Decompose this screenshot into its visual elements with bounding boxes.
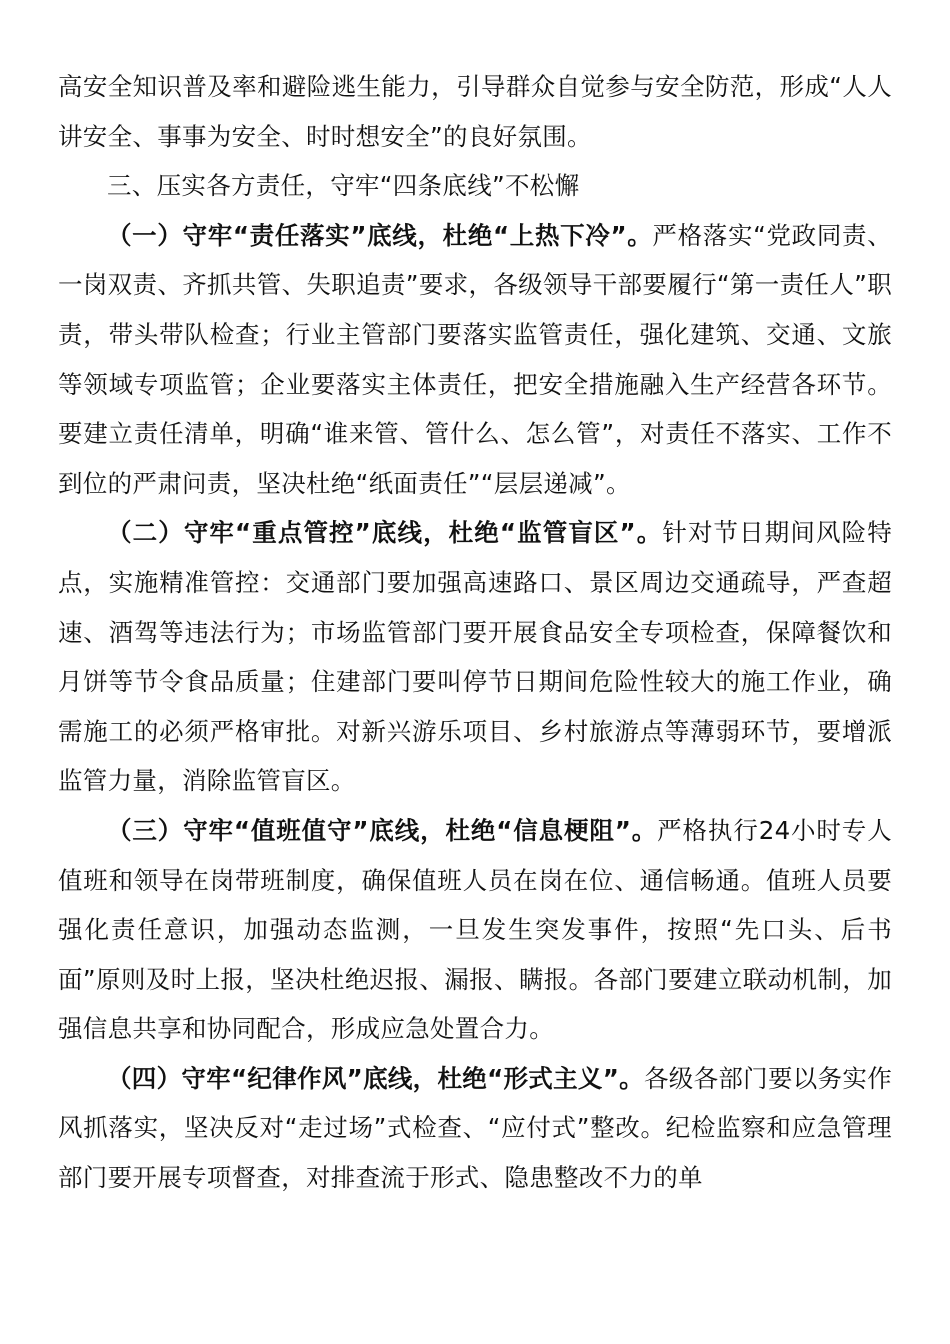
subsection-4-body: 各级各部门要以务实作风抓落实，坚决反对“走过场”式检查、“应付式”整改。纪检监察和应急管理部门要开展专项督查，对排查流于形式、隐患整改不力的单 <box>58 1063 893 1193</box>
subsection-4-lead: （四）守牢“纪律作风”底线，杜绝“形式主义”。 <box>107 1063 644 1093</box>
subsection-2-body: 针对节日期间风险特点，实施精准管控：交通部门要加强高速路口、景区周边交通疏导，严查超速、酒驾等违法行为；市场监管部门要开展食品安全专项检查，保障餐饮和月饼等节令食品质量；住建部门要叫停节日期间危险性较大的施工作业，确需施工的必须严格审批。对新兴游乐项目、乡村旅游点等薄弱环节，要增派监管力量，消除监管盲区。 <box>58 518 892 796</box>
subsection-4 <box>58 1054 892 1203</box>
subsection-3-body: 严格执行24小时专人值班和领导在岗带班制度，确保值班人员在岗在位、通信畅通。值班人员要强化责任意识，加强动态监测，一旦发生突发事件，按照“先口头、后书面”原则及时上报，坚决杜绝迟报、漏报、瞒报。各部门要建立联动机制，加强信息共享和协同配合，形成应急处置合力。 <box>58 815 892 1044</box>
subsection-1 <box>58 211 892 509</box>
subsection-1-lead: （一）守牢“责任落实”底线，杜绝“上热下冷”。 <box>107 220 653 250</box>
section-heading-3: 三、压实各方责任，守牢“四条底线”不松懈 <box>107 171 580 201</box>
subsection-3 <box>58 806 892 1054</box>
subsection-2 <box>58 508 892 806</box>
subsection-2-lead: （二）守牢“重点管控”底线，杜绝“监管盲区”。 <box>107 518 663 548</box>
subsection-1-body: 严格落实“党政同责、一岗双责、齐抓共管、失职追责”要求，各级领导干部要履行“第一责任人”职责，带头带队检查；行业主管部门要落实监管责任，强化建筑、交通、文旅等领域专项监管；企业要落实主体责任，把安全措施融入生产经营各环节。要建立责任清单，明确“谁来管、管什么、怎么管”，对责任不落实、工作不到位的严肃问责，坚决杜绝“纸面责任”“层层递减”。 <box>58 220 892 498</box>
paragraph-intro-continuation: 高安全知识普及率和避险逃生能力，引导群众自觉参与安全防范，形成“人人讲安全、事事为安全、时时想安全”的良好氛围。 <box>58 72 892 151</box>
subsection-3-lead: （三）守牢“值班值守”底线，杜绝“信息梗阻”。 <box>107 815 658 845</box>
